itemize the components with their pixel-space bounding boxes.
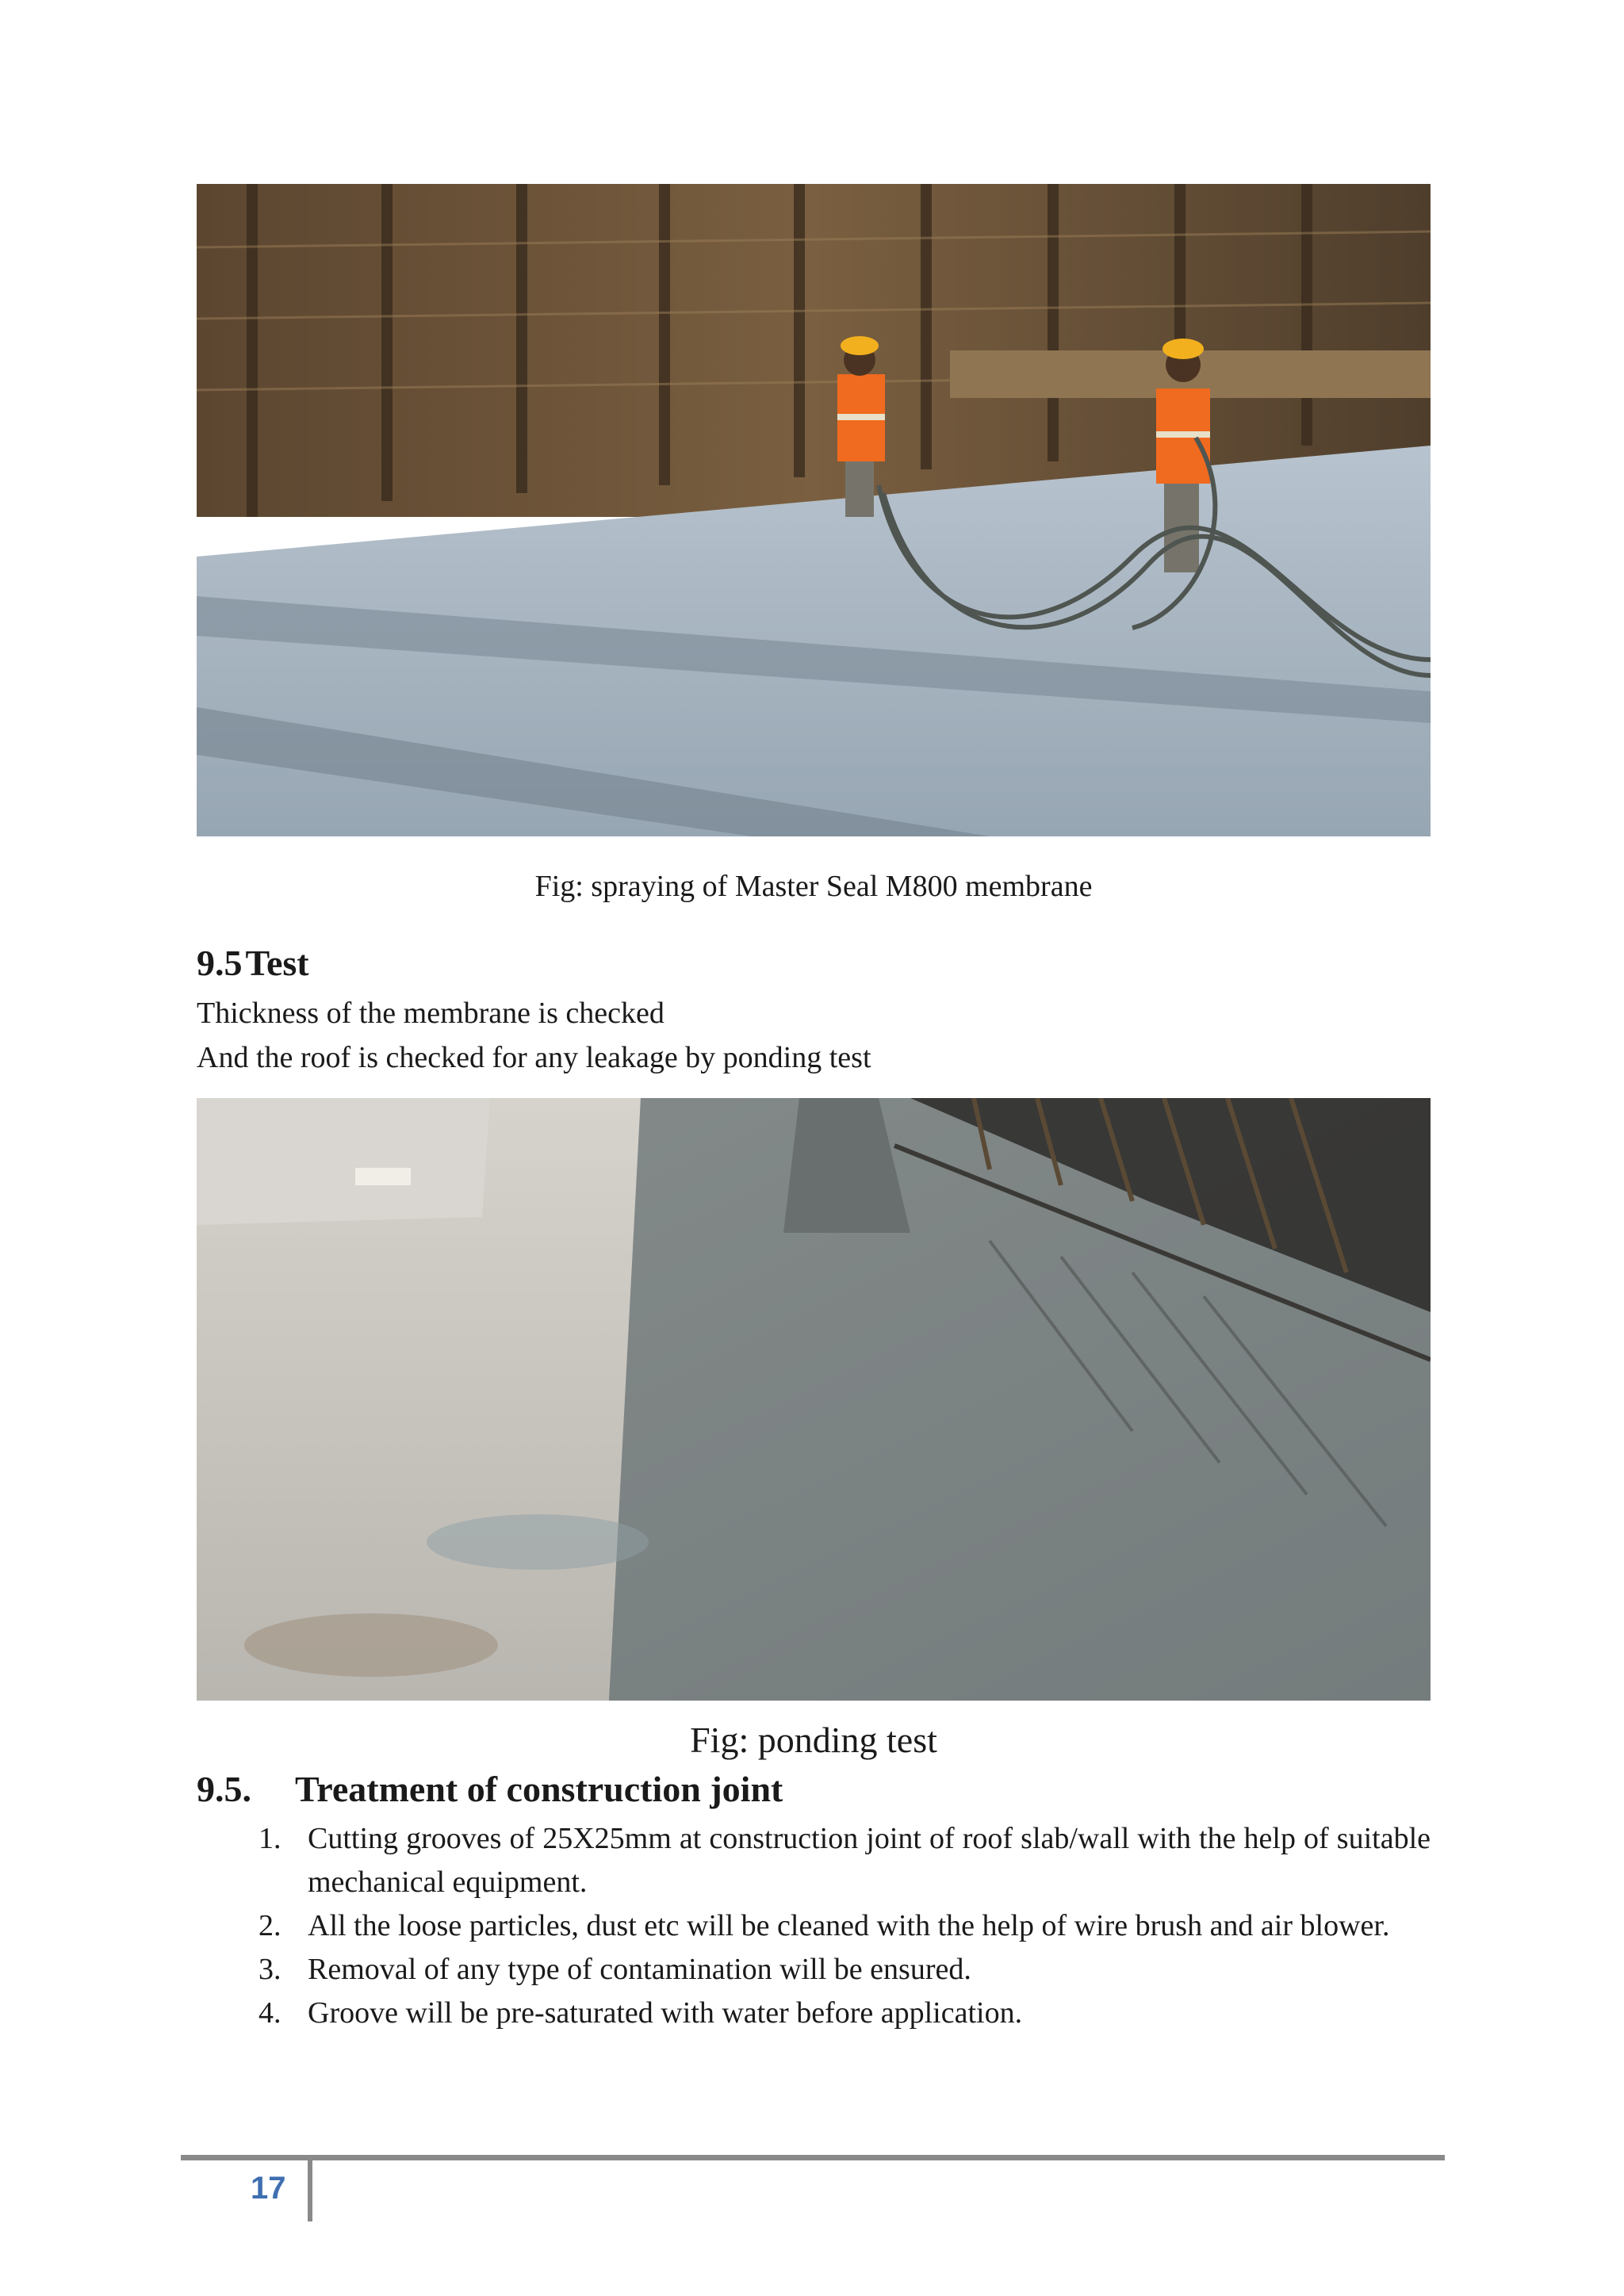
spraying-photo bbox=[197, 184, 1431, 836]
list-item bbox=[252, 1948, 1431, 1992]
section-title: Treatment of construction joint bbox=[295, 1769, 783, 1809]
spraying-illustration bbox=[197, 184, 1431, 836]
footer-divider-tick bbox=[308, 2155, 312, 2221]
figure-caption-ponding: Fig: ponding test bbox=[690, 1720, 937, 1760]
item-number: 3. bbox=[259, 1953, 282, 1986]
section-heading-joint bbox=[197, 1768, 783, 1810]
item-number: 2. bbox=[259, 1909, 282, 1942]
item-number: 4. bbox=[259, 1996, 282, 2030]
item-number: 1. bbox=[259, 1822, 282, 1855]
page-number: 17 bbox=[251, 2171, 286, 2206]
joint-steps-list bbox=[252, 1817, 1431, 2035]
list-item bbox=[252, 1817, 1431, 1904]
item-text: Groove will be pre-saturated with water before application. bbox=[308, 1996, 1023, 2030]
item-text: Cutting grooves of 25X25mm at construction joint of roof slab/wall with the help of suitable mechanical equipment. bbox=[308, 1822, 1431, 1899]
test-line-2: And the roof is checked for any leakage by ponding test bbox=[197, 1041, 871, 1074]
section-heading-test bbox=[197, 942, 309, 984]
section-number: 9.5. bbox=[197, 1769, 251, 1809]
test-line-1: Thickness of the membrane is checked bbox=[197, 997, 665, 1030]
ponding-illustration bbox=[197, 1098, 1431, 1701]
list-item bbox=[252, 1992, 1431, 2035]
figure-caption-spraying: Fig: spraying of Master Seal M800 membrane bbox=[534, 870, 1093, 903]
item-text: Removal of any type of contamination will be ensured. bbox=[308, 1953, 971, 1986]
list-item bbox=[252, 1904, 1431, 1948]
item-text: All the loose particles, dust etc will be cleaned with the help of wire brush and air blower. bbox=[308, 1909, 1390, 1942]
footer-divider bbox=[181, 2155, 1445, 2160]
section-number: 9.5 bbox=[197, 943, 243, 983]
section-title: Test bbox=[245, 943, 309, 983]
ponding-photo bbox=[197, 1098, 1431, 1701]
